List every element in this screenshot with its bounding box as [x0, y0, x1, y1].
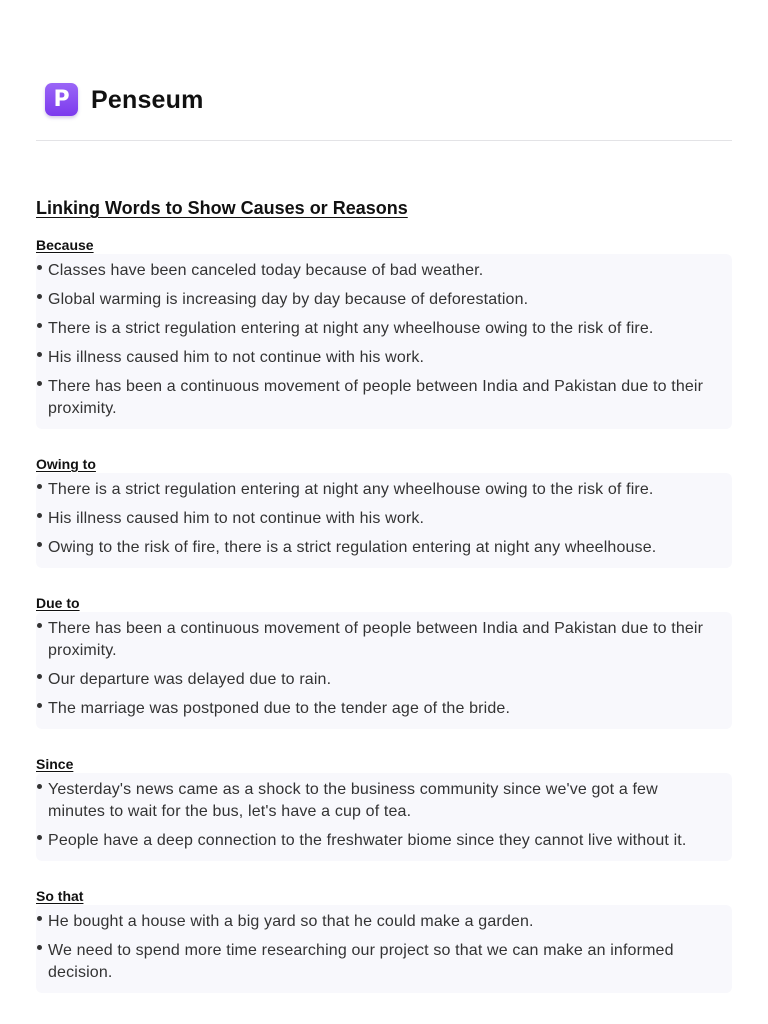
section-heading-owing-to: Owing to	[36, 456, 96, 472]
section-heading-since: Since	[36, 756, 74, 772]
example-item: We need to spend more time researching our project so that we can make an informed decision.	[48, 940, 714, 984]
example-item: Yesterday's news came as a shock to the business community since we've got a few minutes to wait for the bus, let's have a cup of tea.	[48, 779, 714, 823]
example-item: Global warming is increasing day by day because of deforestation.	[48, 289, 714, 311]
example-item: His illness caused him to not continue with his work.	[48, 347, 714, 369]
section-heading-because: Because	[36, 237, 94, 253]
examples-list	[48, 479, 714, 559]
penseum-logo[interactable]: P	[45, 83, 78, 116]
example-item: There has been a continuous movement of people between India and Pakistan due to their proximity.	[48, 618, 714, 662]
main-content	[36, 196, 732, 993]
example-item: There has been a continuous movement of people between India and Pakistan due to their proximity.	[48, 376, 714, 420]
page-title: Linking Words to Show Causes or Reasons	[36, 198, 408, 218]
example-item: People have a deep connection to the freshwater biome since they cannot live without it.	[48, 830, 714, 852]
examples-box-so-that	[36, 905, 732, 993]
examples-list	[48, 911, 714, 984]
example-item: There is a strict regulation entering at night any wheelhouse owing to the risk of fire.	[48, 479, 714, 501]
examples-box-owing-to	[36, 473, 732, 568]
examples-box-due-to	[36, 612, 732, 729]
example-item: The marriage was postponed due to the tender age of the bride.	[48, 698, 714, 720]
examples-box-since	[36, 773, 732, 861]
example-item: His illness caused him to not continue with his work.	[48, 508, 714, 530]
brand-name[interactable]: Penseum	[91, 86, 204, 114]
example-item: He bought a house with a big yard so that he could make a garden.	[48, 911, 714, 933]
example-item: Classes have been canceled today because of bad weather.	[48, 260, 714, 282]
app-header	[36, 80, 732, 141]
section-heading-due-to: Due to	[36, 595, 80, 611]
example-item: Owing to the risk of fire, there is a strict regulation entering at night any wheelhouse.	[48, 537, 714, 559]
examples-list	[48, 779, 714, 852]
example-item: There is a strict regulation entering at night any wheelhouse owing to the risk of fire.	[48, 318, 714, 340]
examples-list	[48, 618, 714, 720]
examples-box-because	[36, 254, 732, 429]
example-item: Our departure was delayed due to rain.	[48, 669, 714, 691]
examples-list	[48, 260, 714, 420]
section-heading-so-that: So that	[36, 888, 84, 904]
